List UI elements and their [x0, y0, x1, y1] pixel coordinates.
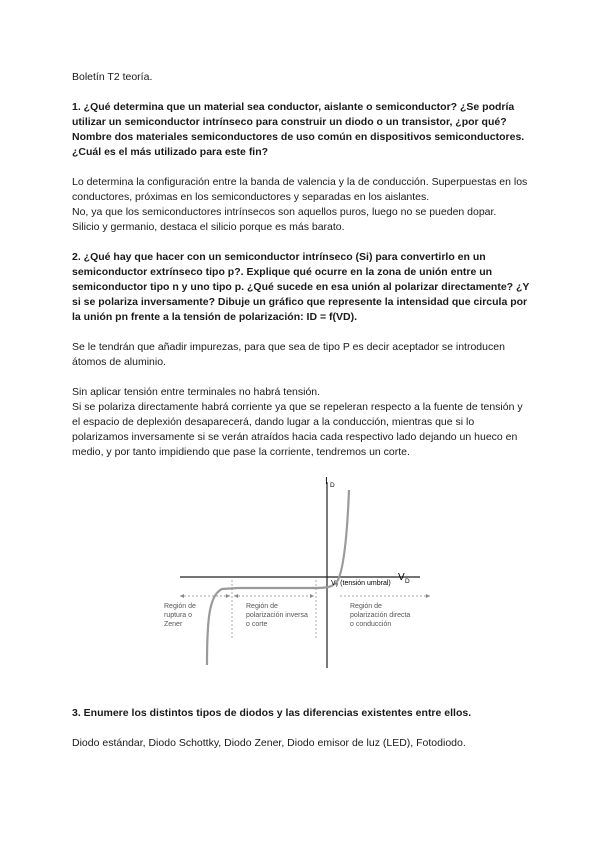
- region-reverse-label: Región de polarización inversa o corte: [246, 603, 308, 628]
- question-1: 1. ¿Qué determina que un material sea conductor, aislante o semiconductor? ¿Se podría utilizar un semiconductor intrínseco para construir un diodo o un transistor, ¿por qué? Nombre dos materiales semiconductores de uso común en dispositivos semiconductores. ¿Cuál es el más utilizado para este fin?: [72, 101, 525, 158]
- answer-2-paragraph-2: Sin aplicar tensión entre terminales no habrá tensión.: [72, 386, 321, 398]
- x-axis-label: V: [398, 572, 405, 583]
- diode-iv-curve-figure: [150, 470, 440, 670]
- region-zener-label: Región de ruptura o Zener: [164, 603, 196, 628]
- diode-iv-curve: [150, 470, 440, 670]
- question-3-block: [72, 706, 532, 751]
- y-axis-label: I: [325, 476, 328, 487]
- document-title: Boletín T2 teoría.: [72, 71, 153, 83]
- question-2: 2. ¿Qué hay que hacer con un semiconductor intrínseco (Si) para convertirlo en un semiconductor extrínseco tipo p?. Explique qué ocurre en la zona de unión entre un semiconductor tipo n y uno tipo p. ¿Qué sucede en esa unión al polarizar directamente? ¿Y si se polariza inversamente? Dibuje un gráfico que represente la intensidad que circula por la unión pn frente a la tensión de polarización: ID = f(VD).: [72, 251, 530, 323]
- answer-2-paragraph-3: Si se polariza directamente habrá corriente ya que se repeleran respecto a la fuente de tensión y el espacio de deplexión desaparecerá, dando lugar a la conducción, mientras que si lo polarizamos inversamente si se verán atraídos hacia cada respectivo lado dejando un hueco en medio, y por tanto impidiendo que pase la corriente, tendremos un corte.: [72, 401, 523, 458]
- reverse-arrow-head-right: [310, 594, 314, 598]
- zener-arrow-head-right: [226, 594, 230, 598]
- answer-2-paragraph-1: Se le tendrán que añadir impurezas, para que sea de tipo P es decir aceptador se introducen átomos de aluminio.: [72, 341, 505, 368]
- threshold-symbol: V: [331, 580, 336, 587]
- x-axis-subscript: D: [405, 578, 410, 585]
- answer-1-line-2: No, ya que los semiconductores intrínsecos son aquellos puros, luego no se pueden dopar.: [72, 206, 497, 218]
- y-axis-subscript: D: [330, 482, 335, 489]
- region-forward-label: Región de polarización directa o conducción: [350, 603, 411, 628]
- question-3: 3. Enumere los distintos tipos de diodos y las diferencias existentes entre ellos.: [72, 707, 472, 719]
- zener-arrow-head-left: [180, 594, 184, 598]
- threshold-subscript: γ: [335, 582, 339, 588]
- threshold-text: (tensión umbral): [340, 580, 391, 587]
- answer-3: Diodo estándar, Diodo Schottky, Diodo Zener, Diodo emisor de luz (LED), Fotodiodo.: [72, 737, 466, 749]
- threshold-label: [331, 580, 391, 588]
- forward-arrow-head: [426, 594, 430, 598]
- document-body: [72, 70, 532, 460]
- reverse-arrow-head-left: [234, 594, 238, 598]
- answer-1-line-1: Lo determina la configuración entre la banda de valencia y la de conducción. Superpuestas en los conductores, próximas en los semiconductores y separadas en los aislantes.: [72, 176, 528, 203]
- answer-1-line-3: Silicio y germanio, destaca el silicio porque es más barato.: [72, 221, 345, 233]
